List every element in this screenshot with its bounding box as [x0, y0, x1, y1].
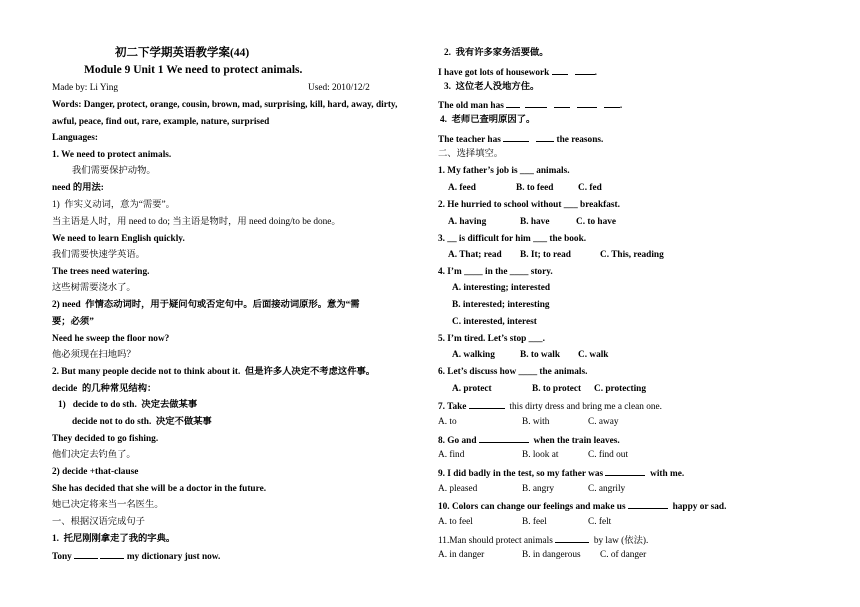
- point-1-cn: 我们需要保护动物。: [72, 166, 156, 176]
- choice-11: 11.Man should protect animals by law (依法).: [438, 533, 648, 547]
- example-5-cn: 她已决定将来当一名医生。: [52, 500, 164, 510]
- need-1: 1) 作实义动词，意为“需要”。: [52, 200, 175, 210]
- question-1-cn: 1. 托尼刚刚拿走了我的字典。: [52, 534, 176, 544]
- choice-10-b: B. feel: [522, 517, 547, 527]
- example-4: They decided to go fishing.: [52, 434, 159, 444]
- example-5: She has decided that she will be a doctor in the future.: [52, 484, 267, 494]
- choice-5-c: C. walk: [578, 350, 609, 360]
- need-1-rule: 当主语是人时，用 need to do; 当主语是物时，用 need doing/to be done。: [52, 217, 341, 227]
- choice-6-a: A. protect: [452, 384, 492, 394]
- choice-3-b: B. It; to read: [520, 250, 571, 260]
- choice-5-b: B. to walk: [520, 350, 561, 360]
- choice-5-a: A. walking: [452, 350, 495, 360]
- choice-3-c: C. This, reading: [600, 250, 664, 260]
- choice-11-b: B. in dangerous: [522, 550, 581, 560]
- decide-1: 1) decide to do sth. 决定去做某事: [58, 400, 198, 410]
- choice-8: 8. Go and when the train leaves.: [438, 433, 620, 447]
- choice-1-a: A. feed: [448, 183, 476, 193]
- point-1: 1. We need to protect animals.: [52, 150, 172, 160]
- example-2: The trees need watering.: [52, 267, 150, 277]
- need-2-b: 要；必须”: [52, 317, 94, 327]
- choice-4: 4. I’m ____ in the ____ story.: [438, 267, 553, 277]
- choice-9-a: A. pleased: [438, 484, 478, 494]
- title-chinese: 初二下学期英语教学案(44): [115, 47, 250, 59]
- point-2: 2. But many people decide not to think about it. 但是许多人决定不考虑这件事。: [52, 367, 376, 377]
- choice-11-c: C. of danger: [600, 550, 647, 560]
- languages-heading: Languages:: [52, 133, 98, 143]
- choice-1-c: C. fed: [578, 183, 602, 193]
- choice-5: 5. I’m tired. Let’s stop ___.: [438, 334, 545, 344]
- choice-10-c: C. felt: [588, 517, 612, 527]
- choice-6-c: C. protecting: [594, 384, 646, 394]
- choice-6: 6. Let’s discuss how ____ the animals.: [438, 367, 588, 377]
- decide-usage: decide 的几种常见结构：: [52, 384, 157, 394]
- question-2: I have got lots of housework .: [438, 65, 597, 79]
- choice-8-c: C. find out: [588, 450, 629, 460]
- decide-1b: decide not to do sth. 决定不做某事: [72, 417, 212, 427]
- choice-9-b: B. angry: [522, 484, 555, 494]
- section-2-heading: 二、选择填空。: [438, 149, 504, 159]
- choice-4-b: B. interested; interesting: [452, 300, 550, 310]
- choice-2-b: B. have: [520, 217, 550, 227]
- used-date: Used: 2010/12/2: [308, 83, 370, 93]
- choice-3: 3. __ is difficult for him ___ the book.: [438, 234, 587, 244]
- choice-3-a: A. That; read: [448, 250, 502, 260]
- choice-11-a: A. in danger: [438, 550, 485, 560]
- words-line-2: awful, peace, find out, rare, example, nature, surprised: [52, 117, 270, 127]
- question-1: Tony my dictionary just now.: [52, 549, 220, 563]
- choice-2-a: A. having: [448, 217, 487, 227]
- made-by: Made by: Li Ying: [52, 83, 119, 93]
- example-3-cn: 他必须现在扫地吗？: [52, 350, 136, 360]
- choice-1: 1. My father’s job is ___ animals.: [438, 166, 570, 176]
- choice-7-b: B. with: [522, 417, 550, 427]
- section-1-heading: 一、根据汉语完成句子: [52, 517, 145, 527]
- choice-7-c: C. away: [588, 417, 619, 427]
- example-4-cn: 他们决定去钓鱼了。: [52, 450, 136, 460]
- choice-8-b: B. look at: [522, 450, 559, 460]
- choice-1-b: B. to feed: [516, 183, 554, 193]
- words-line-1: Words: Danger, protect, orange, cousin, brown, mad, surprising, kill, hard, away, dirty,: [52, 100, 398, 110]
- example-2-cn: 这些树需要浇水了。: [52, 283, 136, 293]
- decide-2: 2) decide +that-clause: [52, 467, 139, 477]
- question-4: The teacher has the reasons.: [438, 132, 603, 146]
- choice-4-c: C. interested, interest: [452, 317, 537, 327]
- choice-9-c: C. angrily: [588, 484, 626, 494]
- choice-4-a: A. interesting; interested: [452, 283, 551, 293]
- example-3: Need he sweep the floor now?: [52, 334, 170, 344]
- need-usage: need 的用法:: [52, 183, 104, 193]
- choice-10: 10. Colors can change our feelings and make us happy or sad.: [438, 499, 726, 513]
- choice-2: 2. He hurried to school without ___ breakfast.: [438, 200, 620, 210]
- question-3-cn: 3. 这位老人没地方住。: [444, 82, 540, 92]
- question-2-cn: 2. 我有许多家务活要做。: [444, 48, 549, 58]
- choice-9: 9. I did badly in the test, so my father was with me.: [438, 466, 684, 480]
- example-1-cn: 我们需要快速学英语。: [52, 250, 145, 260]
- choice-7-a: A. to: [438, 417, 457, 427]
- choice-10-a: A. to feel: [438, 517, 473, 527]
- question-4-cn: 4. 老师已查明原因了。: [440, 115, 536, 125]
- choice-7: 7. Take this dirty dress and bring me a clean one.: [438, 399, 662, 413]
- question-3: The old man has .: [438, 98, 622, 112]
- choice-8-a: A. find: [438, 450, 465, 460]
- choice-6-b: B. to protect: [532, 384, 582, 394]
- choice-2-c: C. to have: [576, 217, 617, 227]
- need-2-a: 2) need 作情态动词时，用于疑问句或否定句中。后面接动词原形。意为“需: [52, 300, 360, 310]
- example-1: We need to learn English quickly.: [52, 234, 185, 244]
- title-english: Module 9 Unit 1 We need to protect animals.: [84, 64, 303, 76]
